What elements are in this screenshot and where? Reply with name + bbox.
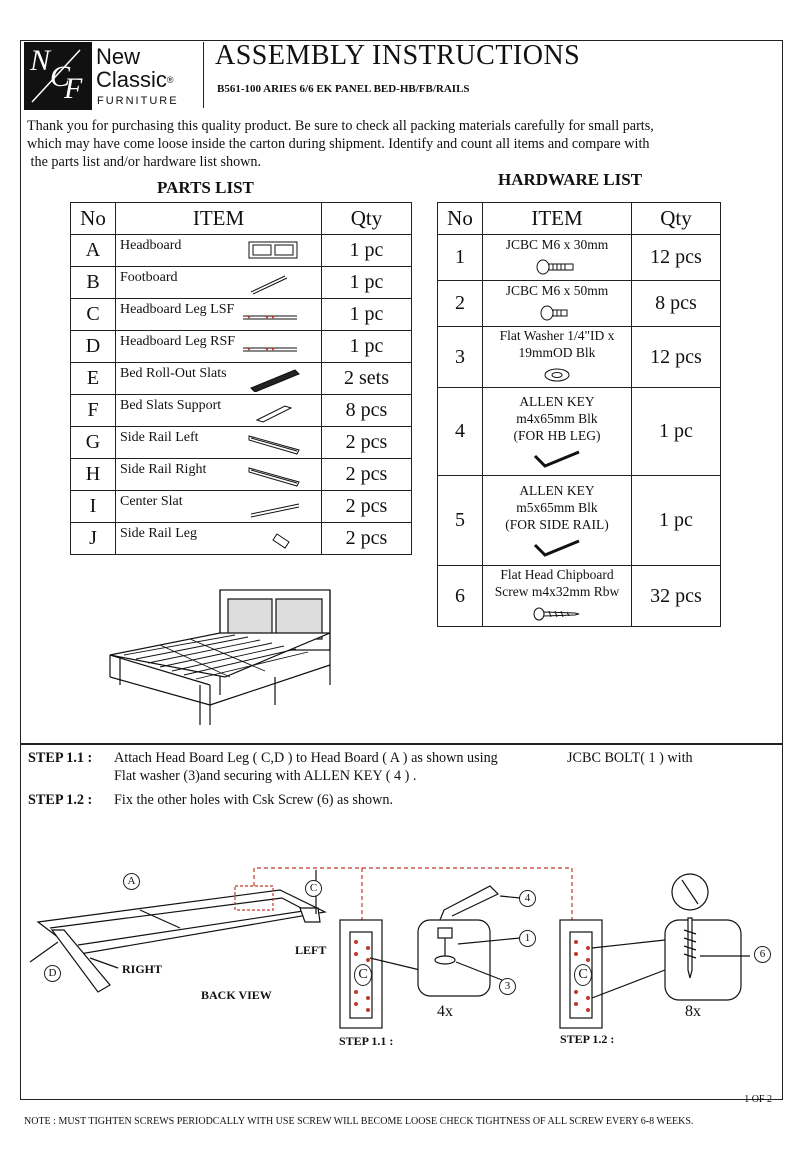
bed-illustration — [100, 585, 340, 735]
brand-logo — [24, 42, 198, 110]
hardware-cell-no: 5 — [438, 476, 483, 566]
hardware-row — [438, 388, 721, 476]
parts-row — [71, 299, 412, 331]
step-1-1-text-b: JCBC BOLT( 1 ) with — [567, 750, 693, 766]
hardware-cell-item — [483, 566, 632, 627]
parts-row — [71, 267, 412, 299]
parts-cell-item — [116, 331, 322, 363]
parts-table — [70, 202, 412, 555]
hardware-row — [438, 476, 721, 566]
hardware-item-line: (FOR HB LEG) — [513, 428, 601, 443]
hardware-cell-no: 4 — [438, 388, 483, 476]
parts-row — [71, 427, 412, 459]
callout-6: 6 — [754, 946, 771, 963]
part-sketch-icon — [237, 462, 307, 488]
logo-letter-f: F — [64, 72, 83, 105]
intro-line-3: the parts list and/or hardware list shown. — [27, 154, 262, 170]
brand-classic-text: Classic — [96, 67, 167, 92]
hardware-sketch-icon — [517, 255, 597, 279]
parts-item-label: Bed Slats Support — [120, 398, 222, 413]
hardware-item-line: (FOR SIDE RAIL) — [505, 517, 609, 532]
callout-4: 4 — [519, 890, 536, 907]
hardware-sketch-icon — [517, 363, 597, 387]
parts-header-qty: Qty — [322, 203, 412, 235]
count-4x: 4x — [437, 1003, 453, 1020]
hardware-row — [438, 327, 721, 388]
parts-cell-no: G — [71, 427, 116, 459]
parts-cell-qty: 8 pcs — [322, 395, 412, 427]
part-sketch-icon — [237, 270, 307, 296]
hardware-cell-qty: 1 pc — [632, 388, 721, 476]
parts-row — [71, 331, 412, 363]
parts-cell-no: H — [71, 459, 116, 491]
section-divider — [20, 743, 783, 745]
parts-item-label: Center Slat — [120, 494, 183, 509]
parts-cell-item — [116, 235, 322, 267]
hardware-cell-qty: 12 pcs — [632, 327, 721, 388]
parts-cell-no: C — [71, 299, 116, 331]
parts-cell-no: B — [71, 267, 116, 299]
hardware-sketch-icon — [517, 301, 597, 325]
step-1-1-text-a: Attach Head Board Leg ( C,D ) to Head Board ( A ) as shown using — [114, 750, 498, 766]
hardware-cell-item — [483, 235, 632, 281]
parts-cell-item — [116, 459, 322, 491]
hardware-row — [438, 566, 721, 627]
hardware-header-qty: Qty — [632, 203, 721, 235]
step-1-1-text-2: Flat washer (3)and securing with ALLEN KEY ( 4 ) . — [114, 768, 417, 784]
page-number: 1 OF 2 — [744, 1094, 772, 1105]
parts-cell-qty: 2 pcs — [322, 491, 412, 523]
product-subtitle: B561-100 ARIES 6/6 EK PANEL BED-HB/FB/RAILS — [217, 83, 470, 95]
parts-cell-item — [116, 299, 322, 331]
parts-cell-item — [116, 491, 322, 523]
hardware-cell-item — [483, 327, 632, 388]
parts-cell-no: J — [71, 523, 116, 555]
hardware-cell-no: 2 — [438, 281, 483, 327]
hardware-item-line: Screw m4x32mm Rbw — [494, 584, 620, 599]
parts-cell-qty: 1 pc — [322, 331, 412, 363]
callout-3: 3 — [499, 978, 516, 995]
intro-text — [27, 117, 767, 171]
hardware-item-line: JCBC M6 x 30mm — [505, 237, 609, 252]
parts-row — [71, 491, 412, 523]
logo-letter-c: C — [50, 60, 71, 93]
parts-header-row — [71, 203, 412, 235]
hardware-cell-qty: 12 pcs — [632, 235, 721, 281]
parts-item-label: Footboard — [120, 270, 178, 285]
hardware-item-line: Flat Washer 1/4"ID x — [499, 328, 615, 343]
hardware-item-line: Flat Head Chipboard — [500, 567, 614, 582]
callout-a: A — [123, 873, 140, 890]
parts-header-item: ITEM — [116, 203, 322, 235]
parts-header-no: No — [71, 203, 116, 235]
hardware-cell-qty: 1 pc — [632, 476, 721, 566]
hardware-header-row — [438, 203, 721, 235]
footer-note: NOTE : MUST TIGHTEN SCREWS PERIODCALLY WITH USE SCREW WILL BECOME LOOSE CHECK TIGHTNESS OF ALL SCREW EVERY 6-8 WEEKS. — [24, 1116, 694, 1127]
hardware-item-line: 19mmOD Blk — [518, 345, 596, 360]
label-back-view: BACK VIEW — [201, 988, 272, 1002]
hardware-row — [438, 281, 721, 327]
part-sketch-icon — [237, 238, 307, 264]
intro-line-2: which may have come loose inside the carton during shipment. Identify and count all items and compare with — [27, 136, 650, 152]
hardware-body — [438, 235, 721, 627]
hardware-cell-item — [483, 476, 632, 566]
hardware-item-line: ALLEN KEY — [519, 394, 595, 409]
parts-cell-no: I — [71, 491, 116, 523]
part-sketch-icon — [237, 430, 307, 456]
parts-cell-qty: 2 pcs — [322, 459, 412, 491]
parts-row — [71, 523, 412, 555]
brand-name-furniture: FURNITURE — [97, 95, 179, 107]
parts-cell-qty: 2 sets — [322, 363, 412, 395]
parts-body — [71, 235, 412, 555]
parts-cell-no: E — [71, 363, 116, 395]
step-1-1-caption: STEP 1.1 : — [339, 1034, 394, 1048]
parts-row — [71, 395, 412, 427]
page-title: ASSEMBLY INSTRUCTIONS — [215, 40, 581, 71]
hardware-cell-item — [483, 281, 632, 327]
brand-name-new: New — [96, 44, 141, 69]
label-right: RIGHT — [122, 962, 163, 976]
logo-letter-n: N — [30, 44, 51, 77]
parts-item-label: Side Rail Leg — [120, 526, 197, 541]
hardware-item-line: m4x65mm Blk — [516, 411, 598, 426]
hardware-sketch-icon — [517, 602, 597, 626]
step-1-1-label: STEP 1.1 : — [28, 750, 93, 766]
parts-cell-item — [116, 267, 322, 299]
panel1-callout-c: C — [354, 964, 372, 986]
hardware-cell-no: 1 — [438, 235, 483, 281]
hardware-cell-no: 3 — [438, 327, 483, 388]
parts-item-label: Bed Roll-Out Slats — [120, 366, 227, 381]
parts-cell-item — [116, 523, 322, 555]
logo-monogram — [24, 42, 92, 110]
parts-cell-item — [116, 427, 322, 459]
registered-mark: ® — [166, 75, 174, 85]
callout-1: 1 — [519, 930, 536, 947]
parts-item-label: Headboard Leg LSF — [120, 302, 235, 317]
parts-row — [71, 459, 412, 491]
hardware-item-line: m5x65mm Blk — [516, 500, 598, 515]
parts-item-label: Headboard Leg RSF — [120, 334, 236, 349]
panel2-callout-c: C — [574, 964, 592, 986]
hardware-cell-qty: 8 pcs — [632, 281, 721, 327]
hardware-header-item: ITEM — [483, 203, 632, 235]
parts-row — [71, 235, 412, 267]
part-sketch-icon — [237, 366, 307, 392]
part-sketch-icon — [237, 494, 307, 520]
parts-row — [71, 363, 412, 395]
callout-c: C — [305, 880, 322, 897]
parts-item-label: Headboard — [120, 238, 182, 253]
step-1-2-label: STEP 1.2 : — [28, 792, 93, 808]
hardware-sketch-icon — [517, 535, 597, 559]
hardware-row — [438, 235, 721, 281]
brand-name-classic — [96, 68, 174, 92]
hardware-cell-qty: 32 pcs — [632, 566, 721, 627]
parts-cell-item — [116, 395, 322, 427]
hardware-cell-item — [483, 388, 632, 476]
parts-cell-no: F — [71, 395, 116, 427]
parts-cell-no: D — [71, 331, 116, 363]
parts-cell-qty: 1 pc — [322, 235, 412, 267]
hardware-header-no: No — [438, 203, 483, 235]
step-1-2-text: Fix the other holes with Csk Screw (6) as shown. — [114, 792, 393, 808]
hardware-cell-no: 6 — [438, 566, 483, 627]
hardware-list-title: HARDWARE LIST — [498, 170, 643, 189]
hardware-item-line: ALLEN KEY — [519, 483, 595, 498]
parts-cell-no: A — [71, 235, 116, 267]
hardware-table — [437, 202, 721, 627]
callout-d: D — [44, 965, 61, 982]
part-sketch-icon — [237, 302, 307, 328]
step-1-2-caption: STEP 1.2 : — [560, 1032, 615, 1046]
intro-line-1: Thank you for purchasing this quality product. Be sure to check all packing materials carefully for small parts, — [27, 118, 654, 134]
part-sketch-icon — [237, 526, 307, 552]
parts-item-label: Side Rail Left — [120, 430, 199, 445]
parts-list-title: PARTS LIST — [157, 178, 254, 197]
hardware-sketch-icon — [517, 446, 597, 470]
label-left: LEFT — [295, 943, 327, 957]
part-sketch-icon — [237, 398, 307, 424]
part-sketch-icon — [237, 334, 307, 360]
hardware-item-line: JCBC M6 x 50mm — [505, 283, 609, 298]
parts-cell-qty: 1 pc — [322, 267, 412, 299]
parts-cell-item — [116, 363, 322, 395]
header-divider — [203, 42, 204, 108]
parts-item-label: Side Rail Right — [120, 462, 207, 477]
parts-cell-qty: 2 pcs — [322, 427, 412, 459]
parts-cell-qty: 2 pcs — [322, 523, 412, 555]
parts-cell-qty: 1 pc — [322, 299, 412, 331]
count-8x: 8x — [685, 1003, 701, 1020]
